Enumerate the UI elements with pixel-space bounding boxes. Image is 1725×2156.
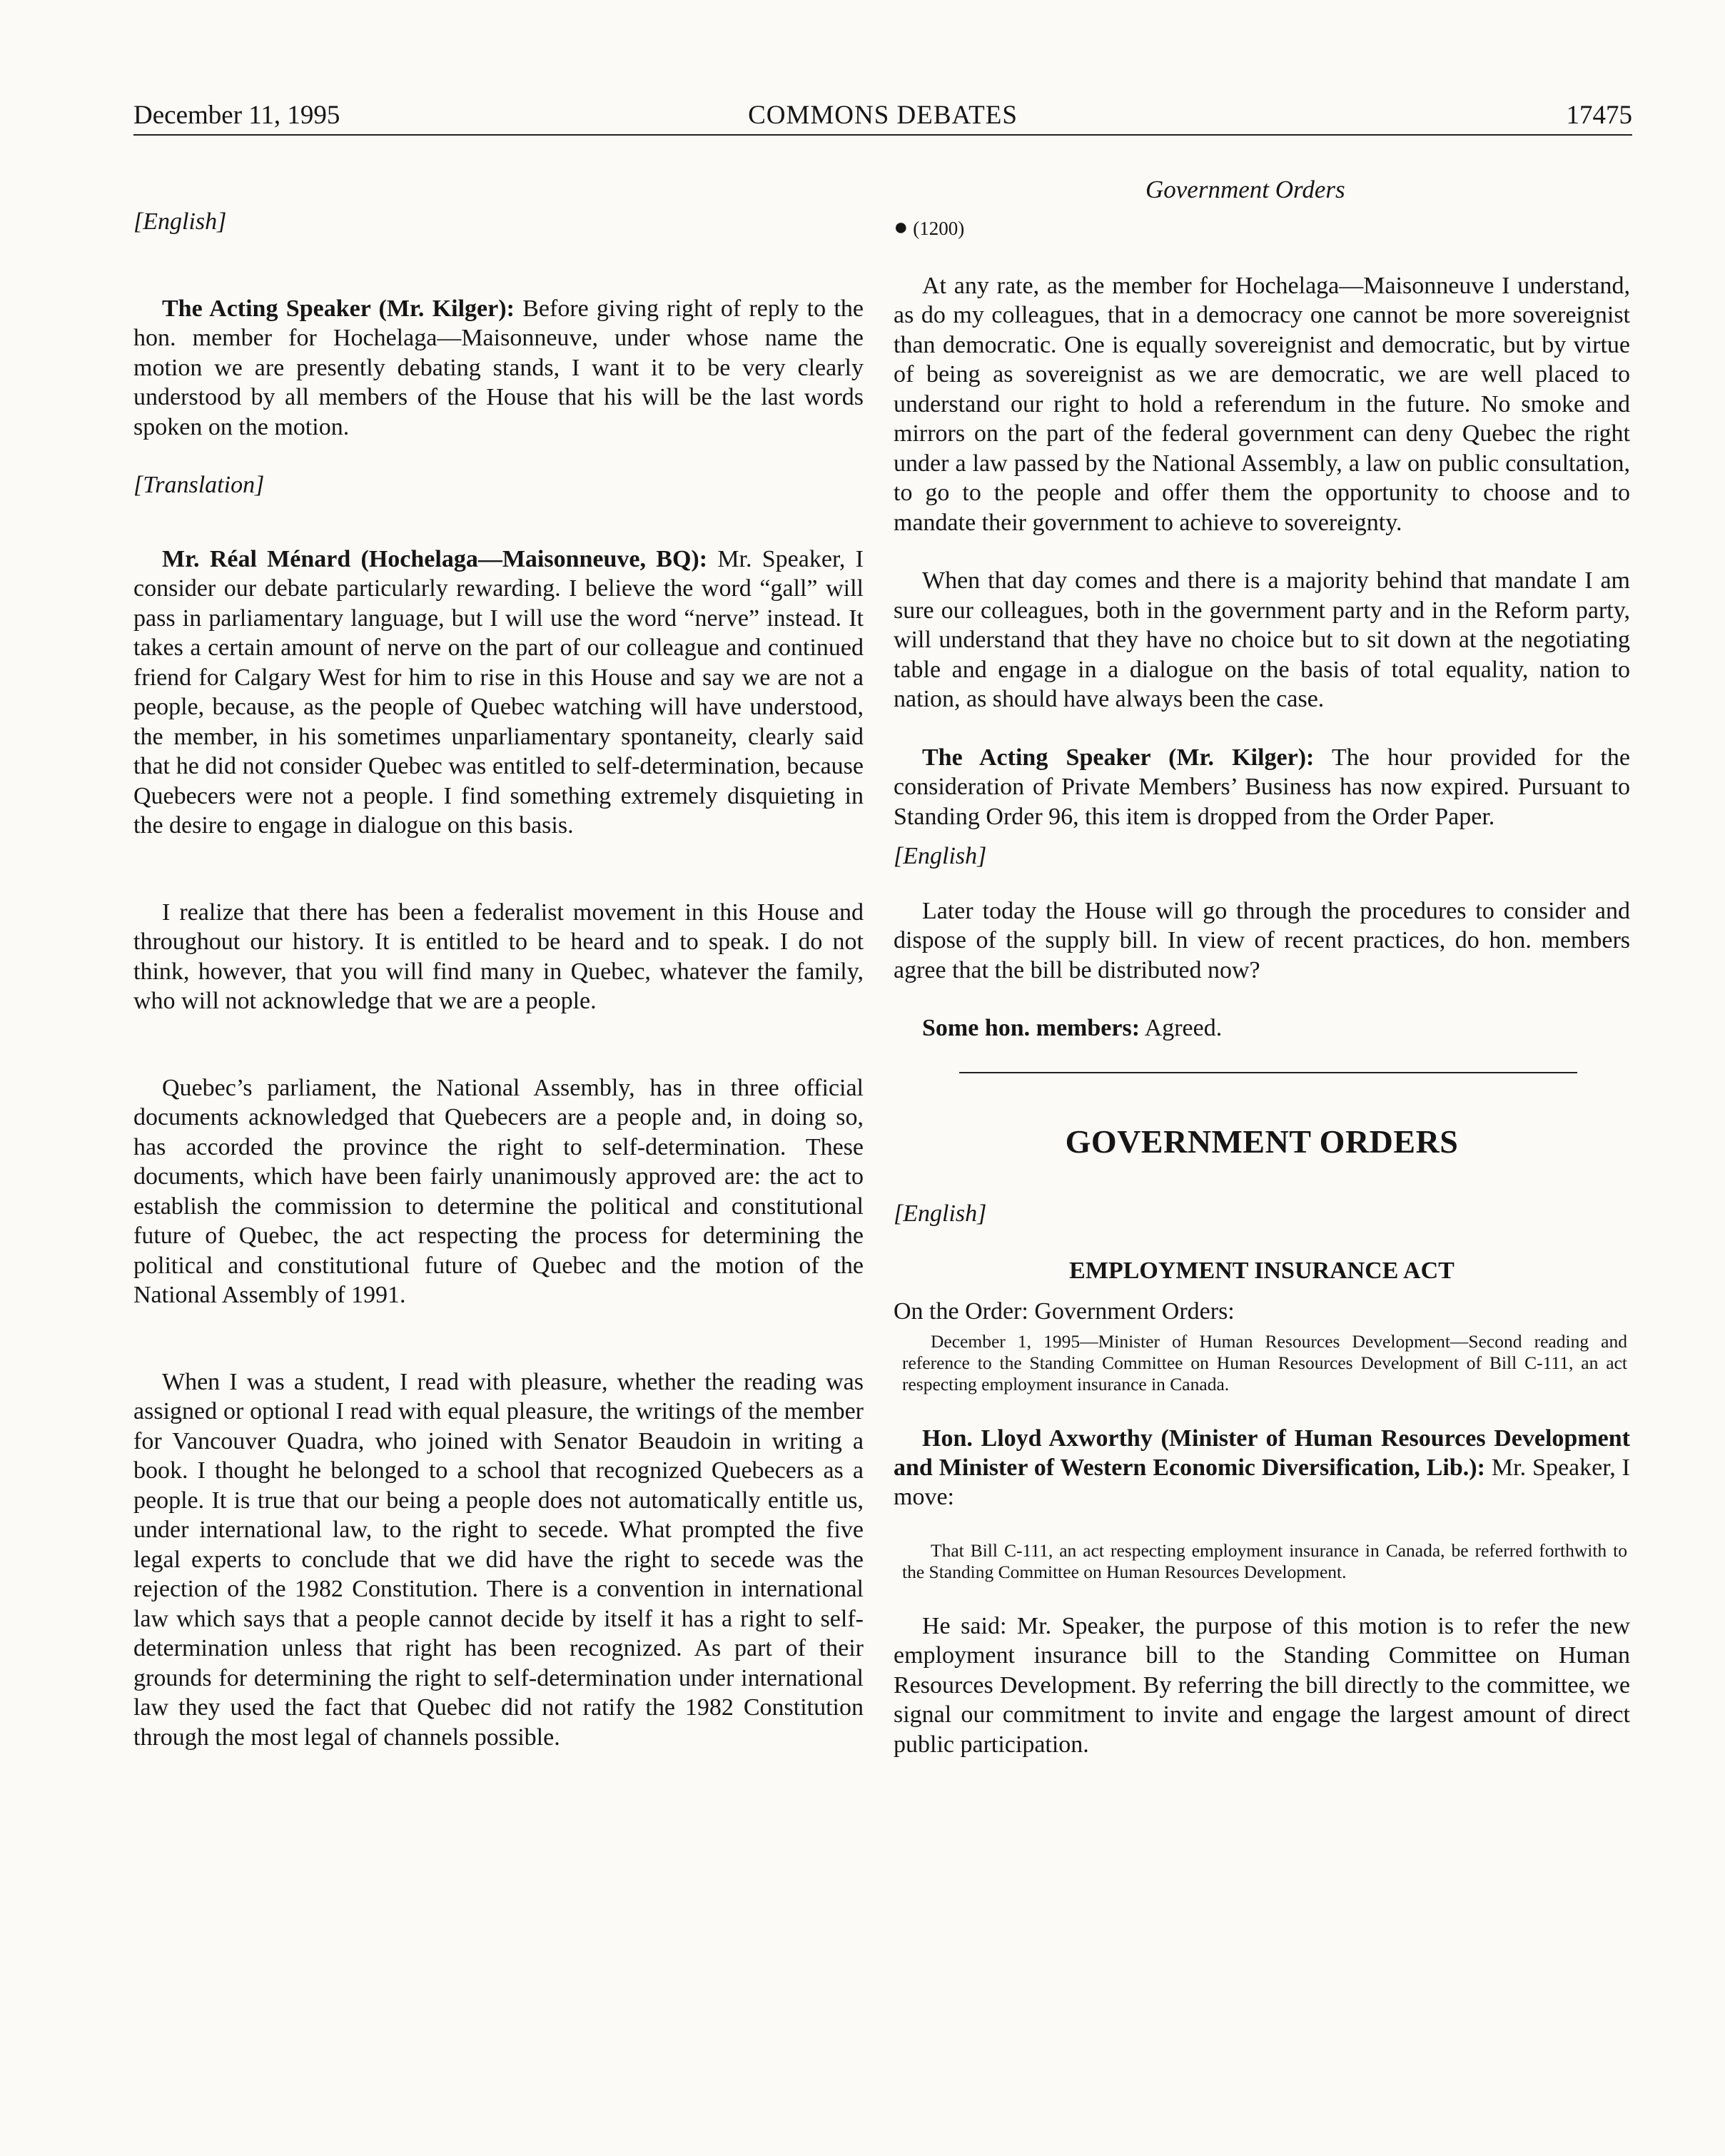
speech-text: Mr. Speaker, I consider our debate particularly rewarding. I believe the word “gall” will pass in parliamentary language, but I will use the word “nerve” instead. It takes a certain amount of nerve on the part of our colleague and continued friend for Calgary West for him to rise in this House and say we are not a people, because, as the people of Quebec watching will have understood, the member, in his sometimes unparliamentary spontaneity, clearly said that he did not consider Quebec was entitled to self-determination, because Quebecers were not a people. I find something extremely disquieting in the desire to engage in dialogue on this basis. — [133, 545, 864, 839]
language-note: [Translation] — [133, 472, 265, 498]
paragraph — [894, 1013, 1630, 1043]
time-stamp: (1200) — [913, 218, 965, 239]
header-title: COMMONS DEBATES — [748, 101, 1018, 130]
speaker-name: Hon. Lloyd Axworthy (Minister of Human Resources Development and Minister of Western Economic Diversification, Lib.): — [894, 1424, 1630, 1481]
paragraph — [133, 545, 864, 841]
paragraph — [894, 743, 1630, 832]
right-column — [894, 207, 1630, 1788]
page-header — [133, 93, 1632, 136]
section-divider — [959, 1072, 1577, 1073]
speaker-name: The Acting Speaker (Mr. Kilger): — [162, 295, 515, 322]
order-text: December 1, 1995—Minister of Human Resources Development—Second reading and reference to the Standing Committee on Human Resources Development of Bill C-111, an act respecting employment insurance in Canada. — [902, 1330, 1627, 1395]
paragraph: I realize that there has been a federalist movement in this House and throughout our history. It is entitled to be heard and to speak. I do not think, however, that you will find many in Quebec, whatever the family, who will not acknowledge that we are a people. — [133, 899, 864, 1014]
header-date: December 11, 1995 — [133, 101, 340, 130]
section-label: Government Orders — [1145, 176, 1345, 203]
paragraph: At any rate, as the member for Hochelaga—Maisonneuve I understand, as do my colleagues, that in a democracy one cannot be more sovereignist than democratic. One is equally sovereignist and democratic, but by virtue of being as sovereignist as we are democratic, we are well placed to understand our right to hold a referendum in the future. No smoke and mirrors on the part of the federal government can deny Quebec the right under a law passed by the National Assembly, a law on public consultation, to go to the people and offer them the opportunity to choose and to mandate their government to achieve to sovereignty. — [894, 272, 1630, 536]
order-intro: On the Order: Government Orders: — [894, 1298, 1235, 1325]
bullet-icon: ● — [894, 214, 909, 241]
language-note: [English] — [894, 1200, 987, 1227]
speech-text: Mr. Speaker, I move: — [894, 1454, 1630, 1510]
paragraph — [894, 1424, 1630, 1512]
time-marker — [894, 213, 1630, 244]
paragraph: He said: Mr. Speaker, the purpose of this motion is to refer the new employment insurance bill to the Standing Committee on Human Resources Development. By referring the bill directly to the committee, we signal our commitment to invite and engage the largest amount of direct public participation. — [894, 1612, 1630, 1758]
speech-text: Agreed. — [1140, 1015, 1223, 1041]
speaker-name: Mr. Réal Ménard (Hochelaga—Maisonneuve, BQ): — [162, 545, 708, 572]
left-column — [133, 207, 864, 1781]
section-heading: GOVERNMENT ORDERS — [1065, 1123, 1459, 1160]
speaker-name: The Acting Speaker (Mr. Kilger): — [922, 744, 1315, 771]
language-note: [English] — [133, 208, 227, 235]
speech-text: Before giving right of reply to the hon. member for Hochelaga—Maisonneuve, under whose name the motion we are presently debating stands, I want it to be very clearly understood by all members of the House that his will be the last words spoken on the motion. — [133, 295, 864, 440]
speaker-name: Some hon. members: — [922, 1015, 1140, 1041]
bill-heading: EMPLOYMENT INSURANCE ACT — [1069, 1257, 1455, 1284]
paragraph: Later today the House will go through the procedures to consider and dispose of the supply bill. In view of recent practices, do hon. members agree that the bill be distributed now? — [894, 897, 1630, 983]
header-page-number: 17475 — [1566, 101, 1632, 130]
paragraph — [133, 294, 864, 442]
motion-text: That Bill C-111, an act respecting employment insurance in Canada, be referred forthwith to the Standing Committee on Human Resources Development. — [902, 1539, 1627, 1582]
language-note: [English] — [894, 843, 987, 869]
paragraph: Quebec’s parliament, the National Assembly, has in three official documents acknowledged that Quebecers are a people and, in doing so, has accorded the province the right to self-determination. These documents, which have been fairly unanimously approved are: the act to establish the commission to determine the political and constitutional future of Quebec, the act respecting the process for determining the political and constitutional future of Quebec and the motion of the National Assembly of 1991. — [133, 1074, 864, 1308]
paragraph: When I was a student, I read with pleasure, whether the reading was assigned or optional I read with equal pleasure, the writings of the member for Vancouver Quadra, who joined with Senator Beaudoin in writing a book. I thought he belonged to a school that recognized Quebecers as a people. It is true that our being a people does not automatically entitle us, under international law, to the right to secede. What prompted the five legal experts to conclude that we did have the right to secede was the rejection of the 1982 Constitution. There is a convention in international law which says that a people cannot decide by itself it has a right to self-determination unless that right has been recognized. As part of their grounds for determining the right to self-determination under international law they used the fact that Quebec did not ratify the 1982 Constitution through the most legal of channels possible. — [133, 1368, 864, 1751]
speech-text: The hour provided for the consideration of Private Members’ Business has now expired. Pursuant to Standing Order 96, this item is dropped from the Order Paper. — [894, 744, 1630, 830]
paragraph: When that day comes and there is a majority behind that mandate I am sure our colleagues, both in the government party and in the Reform party, will understand that they have no choice but to sit down at the negotiating table and engage in a dialogue on the basis of total equality, nation to nation, as should have always been the case. — [894, 567, 1630, 712]
